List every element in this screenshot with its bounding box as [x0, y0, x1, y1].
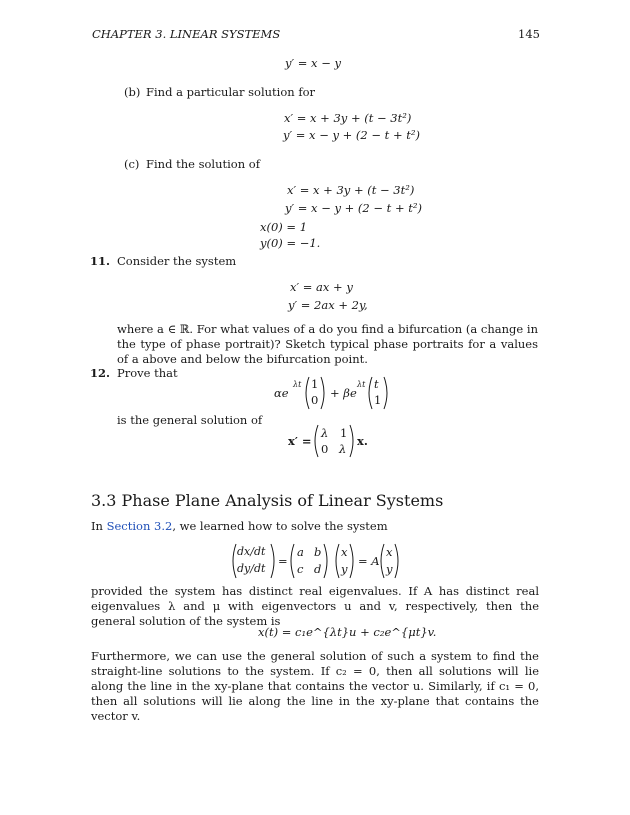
- abcd-left-paren: [288, 543, 296, 579]
- section-paragraph-2: Furthermore, we can use the general solution of such a system to find the straight-line solutions to the system. If c₂ = 0, then all solutions will lie along the line in the xy-plane that contains the vector u. Similarly, if c₁ = 0, then all solutions will lie along the line in the xy-plane that contains the vector v.: [91, 649, 539, 723]
- dy-dt: dy/dt: [237, 562, 266, 575]
- vec1-top: 1: [311, 377, 319, 391]
- part-c-label: (c): [124, 157, 140, 171]
- vec-x-1: x: [341, 545, 348, 559]
- dx-dt: dx/dt: [237, 545, 266, 558]
- part-c-eq1: x′ = x + 3y + (t − 3t²): [287, 183, 415, 197]
- m21: 0: [321, 442, 329, 456]
- problem-11-paragraph: where a ∈ ℝ. For what values of a do you find a bifurcation (a change in the type of phase portrait)? Sketch typical phase portraits for a values of a above and below the bifurcation point.: [117, 322, 538, 366]
- system-equation: [230, 543, 405, 579]
- problem-11-text: Consider the system: [117, 254, 237, 268]
- problem-12-matrix-eq: [288, 424, 378, 458]
- plus-beta-term: + βe: [330, 386, 357, 400]
- problem-12-number: 12.: [90, 366, 111, 380]
- vec2-top: t: [374, 377, 379, 391]
- left-paren-2: [366, 376, 374, 410]
- part-b-eq2: y′ = x − y + (2 − t + t²): [283, 128, 420, 142]
- alpha-term: αe: [274, 386, 289, 400]
- part-b-text: Find a particular solution for: [146, 85, 316, 99]
- part-b-label: (b): [124, 85, 141, 99]
- entry-a: a: [297, 545, 304, 559]
- section-title: 3.3 Phase Plane Analysis of Linear Systems: [91, 491, 444, 510]
- problem-12-text: Prove that: [117, 366, 178, 380]
- exponent-2: λt: [357, 380, 366, 389]
- problem-12-text2: is the general solution of: [117, 413, 263, 427]
- xy-left-paren-1: [333, 543, 341, 579]
- abcd-right-paren: [322, 543, 330, 579]
- m22: λ: [339, 442, 347, 456]
- problem-11-eq1: x′ = ax + y: [290, 280, 353, 294]
- running-header: [92, 27, 540, 41]
- chapter-title: CHAPTER 3. LINEAR SYSTEMS: [92, 27, 281, 41]
- right-paren-1: [319, 376, 327, 410]
- entry-b: b: [314, 545, 322, 559]
- xy-left-paren-2: [378, 543, 386, 579]
- part-c-eq3: x(0) = 1: [260, 220, 308, 234]
- right-paren-2: [382, 376, 390, 410]
- part-c-eq2: y′ = x − y + (2 − t + t²): [285, 201, 422, 215]
- xy-right-paren-1: [348, 543, 356, 579]
- vec-y-1: y: [341, 562, 348, 576]
- part-b-eq1: x′ = x + 3y + (t − 3t²): [284, 111, 412, 125]
- entry-d: d: [314, 562, 322, 576]
- vec2-bot: 1: [374, 393, 382, 407]
- vec1-bot: 0: [311, 393, 319, 407]
- part-c-text: Find the solution of: [146, 157, 260, 171]
- entry-c: c: [297, 562, 304, 576]
- matrix-left-paren: [312, 424, 320, 458]
- x-bold-end: x.: [357, 434, 368, 448]
- x-prime-bold: x′ =: [288, 434, 312, 448]
- intro-post: , we learned how to solve the system: [172, 519, 388, 533]
- equals-1: =: [278, 554, 288, 568]
- m11: λ: [321, 426, 329, 440]
- problem-11-eq2: y′ = 2ax + 2y,: [288, 298, 368, 312]
- equation-top: y′ = x − y: [285, 56, 341, 70]
- general-solution: x(t) = c₁e^{λt}u + c₂e^{μt}v.: [258, 625, 437, 639]
- left-paren-1: [303, 376, 311, 410]
- d-right-paren: [269, 543, 277, 579]
- intro-pre: In: [91, 519, 107, 533]
- vec-x-2: x: [386, 545, 393, 559]
- eq-A: = A: [358, 554, 380, 568]
- matrix-right-paren: [348, 424, 356, 458]
- xy-right-paren-2: [393, 543, 401, 579]
- page-number: 145: [518, 27, 540, 41]
- vec-y-2: y: [386, 562, 393, 576]
- problem-11-number: 11.: [90, 254, 111, 268]
- section-paragraph-1: provided the system has distinct real eigenvalues. If A has distinct real eigenvalues λ and μ with eigenvectors u and v, respectively, then the general solution of the system is: [91, 584, 539, 628]
- section-intro: [91, 519, 388, 534]
- m12: 1: [340, 426, 348, 440]
- problem-12-expression: [274, 376, 394, 410]
- part-c-eq4: y(0) = −1.: [260, 236, 321, 250]
- exponent-1: λt: [293, 380, 302, 389]
- section-3-2-link[interactable]: Section 3.2: [106, 519, 173, 533]
